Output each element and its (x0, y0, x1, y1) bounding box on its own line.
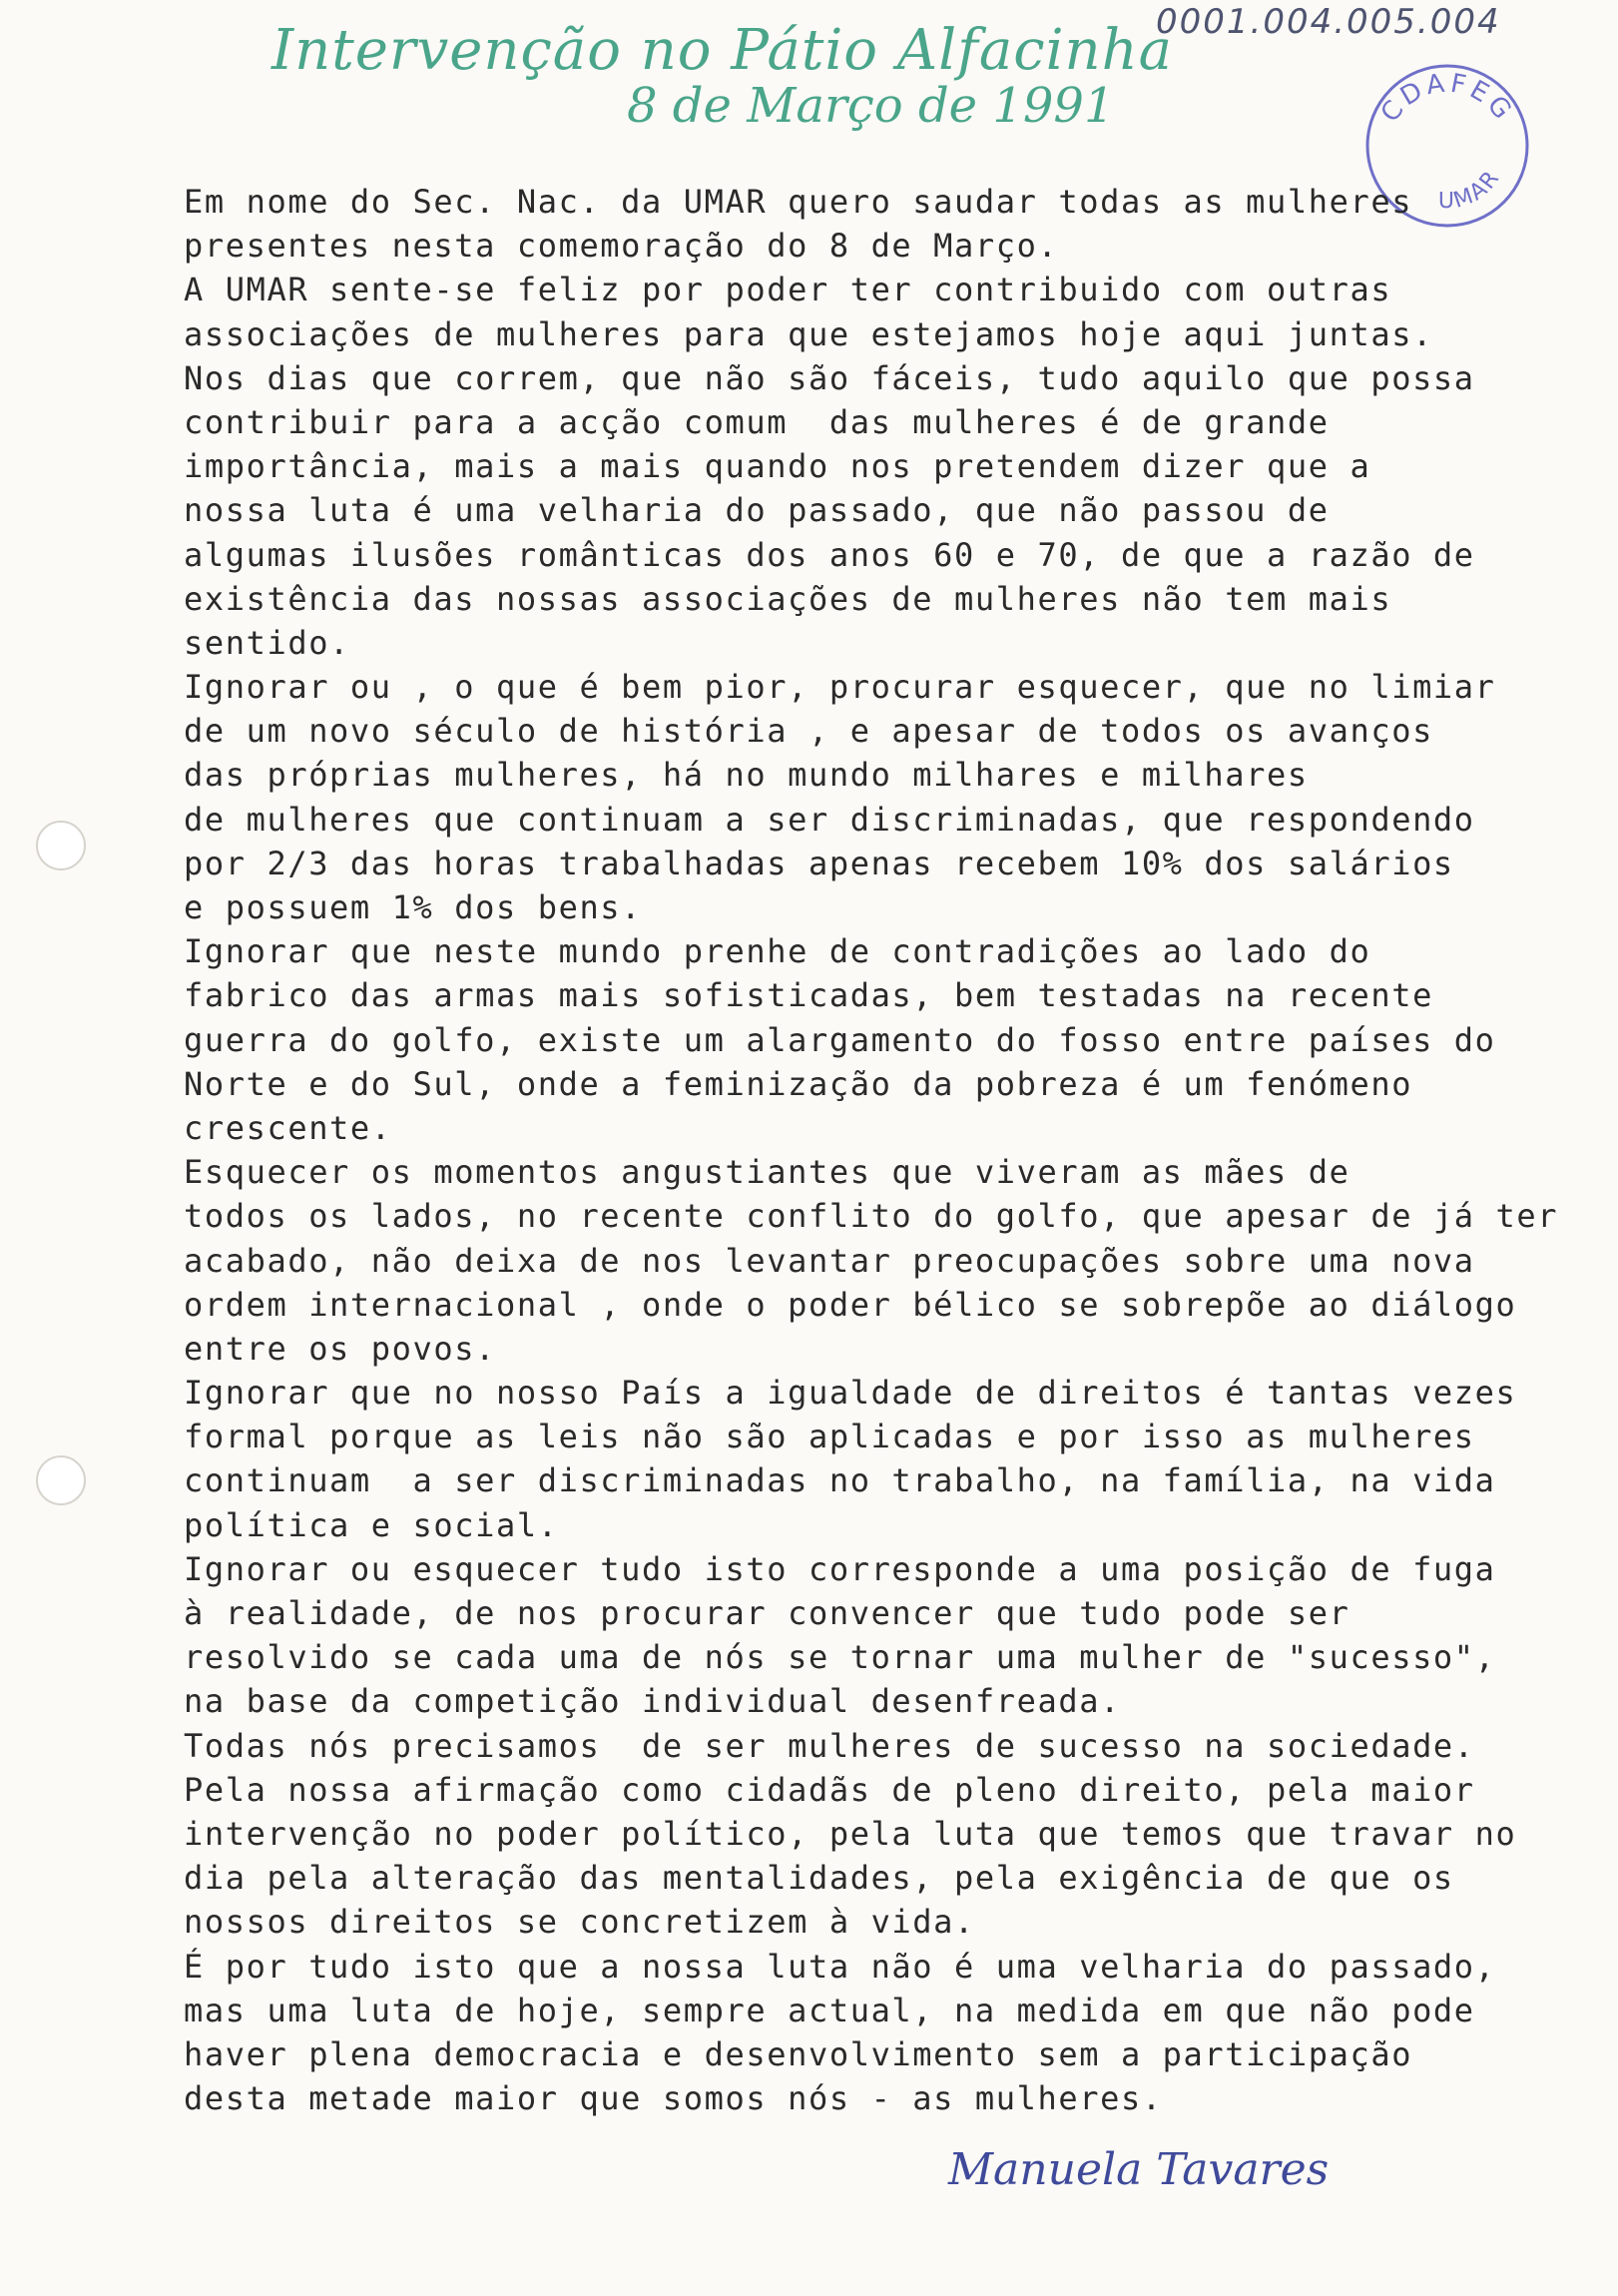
body-text-line: Ignorar ou , o que é bem pior, procurar esquecer, que no limiar (184, 668, 1496, 707)
body-text-line: Ignorar ou esquecer tudo isto corresponde a uma posição de fuga (184, 1549, 1496, 1588)
body-text-line: associações de mulheres para que estejamos hoje aqui juntas. (184, 314, 1433, 353)
archive-reference: 0001.004.005.004 (1156, 2, 1501, 42)
body-text-line: todos os lados, no recente conflito do golfo, que apesar de já ter (184, 1197, 1559, 1236)
handwritten-title: Intervenção no Pátio Alfacinha (271, 18, 1174, 83)
body-text-line: Nos dias que correm, que não são fáceis, tudo aquilo que possa (184, 358, 1475, 397)
body-text-line: algumas ilusões românticas dos anos 60 e 70, de que a razão de (184, 535, 1475, 574)
svg-text:CDAFEG (1375, 68, 1520, 128)
body-text-line: A UMAR sente-se feliz por poder ter contribuido com outras (184, 271, 1392, 309)
handwritten-date: 8 de Março de 1991 (627, 78, 1115, 134)
punch-hole-bottom (36, 1455, 86, 1505)
body-text-line: na base da competição individual desenfreada. (184, 1682, 1121, 1721)
body-text-line: desta metade maior que somos nós - as mulheres. (184, 2079, 1163, 2118)
body-text-line: dia pela alteração das mentalidades, pela exigência de que os (184, 1859, 1454, 1898)
body-text-line: continuam a ser discriminadas no trabalho, na família, na vida (184, 1461, 1496, 1500)
body-text-line: à realidade, de nos procurar convencer que tudo pode ser (184, 1594, 1350, 1632)
body-text-line: entre os povos. (184, 1329, 496, 1368)
body-text-line: resolvido se cada uma de nós se tornar uma mulher de "sucesso", (184, 1638, 1496, 1677)
body-text-line: de um novo século de história , e apesar de todos os avanços (184, 712, 1433, 751)
body-text-line: por 2/3 das horas trabalhadas apenas recebem 10% dos salários (184, 844, 1454, 882)
body-text-line: Pela nossa afirmação como cidadãs de pleno direito, pela maior (184, 1770, 1475, 1809)
stamp-bottom-text: UMAR (1437, 165, 1506, 215)
body-text-line: Ignorar que no nosso País a igualdade de direitos é tantas vezes (184, 1374, 1517, 1413)
punch-hole-top (36, 821, 86, 870)
body-text-line: contribuir para a acção comum das mulheres é de grande (184, 402, 1330, 441)
body-text-line: das próprias mulheres, há no mundo milhares e milhares (184, 756, 1309, 795)
body-text-line: ordem internacional , onde o poder bélico se sobrepõe ao diálogo (184, 1285, 1517, 1324)
body-text-line: e possuem 1% dos bens. (184, 888, 643, 926)
body-text-line: Ignorar que neste mundo prenhe de contradições ao lado do (184, 932, 1371, 971)
stamp-top-text: CDAFEG (1374, 68, 1520, 129)
body-text-line: guerra do golfo, existe um alargamento do fosso entre países do (184, 1020, 1496, 1059)
typed-body-text (184, 180, 1559, 2120)
body-text-line: crescente. (184, 1108, 392, 1147)
body-text-line: intervenção no poder político, pela luta que temos que travar no (184, 1814, 1517, 1853)
body-text-line: acabado, não deixa de nos levantar preocupações sobre uma nova (184, 1241, 1475, 1280)
body-text-line: de mulheres que continuam a ser discriminadas, que respondendo (184, 800, 1475, 839)
body-text-line: nossa luta é uma velharia do passado, que não passou de (184, 491, 1330, 530)
body-text-line: importância, mais a mais quando nos pretendem dizer que a (184, 447, 1371, 486)
body-text-line: nossos direitos se concretizem à vida. (184, 1903, 975, 1942)
body-text-line: Todas nós precisamos de ser mulheres de sucesso na sociedade. (184, 1726, 1475, 1765)
body-text-line: sentido. (184, 623, 350, 662)
body-text-line: política e social. (184, 1505, 559, 1544)
body-text-line: haver plena democracia e desenvolvimento sem a participação (184, 2034, 1413, 2073)
body-text-line: É por tudo isto que a nossa luta não é uma velharia do passado, (184, 1947, 1496, 1986)
body-text-line: Norte e do Sul, onde a feminização da pobreza é um fenómeno (184, 1064, 1413, 1103)
body-text-line: presentes nesta comemoração do 8 de Março. (184, 227, 1059, 266)
handwritten-signature: Manuela Tavares (948, 2144, 1330, 2195)
body-text-line: existência das nossas associações de mulheres não tem mais (184, 579, 1392, 618)
body-text-line: formal porque as leis não são aplicadas e por isso as mulheres (184, 1418, 1475, 1456)
body-text-line: fabrico das armas mais sofisticadas, bem testadas na recente (184, 976, 1433, 1015)
body-text-line: mas uma luta de hoje, sempre actual, na medida em que não pode (184, 1991, 1475, 2029)
body-text-line: Em nome do Sec. Nac. da UMAR quero saudar todas as mulheres (184, 183, 1413, 221)
body-text-line: Esquecer os momentos angustiantes que viveram as mães de (184, 1153, 1350, 1192)
